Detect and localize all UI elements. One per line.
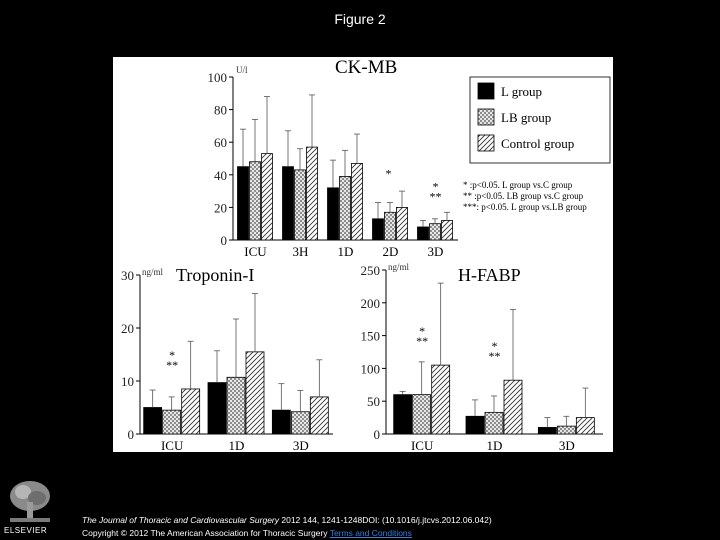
y-tick-label: 200 xyxy=(360,295,380,311)
bar xyxy=(432,365,450,434)
legend-label: Control group xyxy=(501,136,575,151)
figure-title: Figure 2 xyxy=(334,11,386,27)
unit-label: U/l xyxy=(236,65,248,75)
bar xyxy=(394,395,412,434)
y-tick-label: 40 xyxy=(214,167,227,183)
y-tick-label: 100 xyxy=(360,361,380,377)
bar xyxy=(397,207,408,240)
copyright: Copyright © 2012 The American Association for Thoracic Surgery xyxy=(82,528,330,538)
significance-mark: * xyxy=(432,179,439,194)
bar xyxy=(538,427,556,434)
x-tick-label: 1D xyxy=(337,244,354,259)
copyright-line xyxy=(82,527,492,540)
significance-mark: * xyxy=(169,347,176,362)
y-tick-label: 0 xyxy=(373,427,380,442)
bar xyxy=(307,147,318,240)
bar xyxy=(442,220,453,240)
bar xyxy=(340,176,351,240)
y-tick-label: 150 xyxy=(360,328,380,344)
bar xyxy=(385,212,396,240)
journal-name: The Journal of Thoracic and Cardiovascular Surgery xyxy=(82,515,280,525)
x-tick-label: ICU xyxy=(410,438,434,452)
chart-troponin-i xyxy=(121,265,333,452)
x-tick-label: 3D xyxy=(558,438,575,452)
x-tick-label: 2D xyxy=(382,244,399,259)
y-tick-label: 10 xyxy=(121,374,134,389)
significance-mark: * xyxy=(491,339,498,354)
bar xyxy=(163,410,181,434)
chart-title: Troponin-I xyxy=(176,265,255,285)
legend-note: * :p<0.05. L group vs.C group xyxy=(463,180,573,190)
bar xyxy=(418,227,429,240)
legend-note: ***: p<0.05. L group vs.LB group xyxy=(463,202,587,212)
x-tick-label: 1D xyxy=(486,438,503,452)
bar xyxy=(283,167,294,240)
elsevier-logo-text: ELSEVIER xyxy=(4,526,48,535)
y-tick-label: 0 xyxy=(127,427,134,442)
significance-mark: * xyxy=(385,166,392,181)
bar xyxy=(485,412,503,434)
bar xyxy=(272,410,290,434)
bar xyxy=(291,412,309,434)
bar xyxy=(352,163,363,240)
footer xyxy=(82,514,492,540)
bar xyxy=(182,389,200,434)
bar xyxy=(295,170,306,240)
bar xyxy=(238,167,249,240)
x-tick-label: ICU xyxy=(160,438,184,452)
y-tick-label: 80 xyxy=(214,102,227,118)
unit-label: ng/ml xyxy=(388,262,410,272)
charts-svg xyxy=(113,57,613,452)
y-tick-label: 20 xyxy=(121,321,134,336)
unit-label: ng/ml xyxy=(142,267,164,277)
legend-label: LB group xyxy=(501,110,552,125)
chart-h-fabp xyxy=(361,262,604,452)
significance-mark: ** xyxy=(166,357,179,372)
legend-label: L group xyxy=(501,84,543,99)
legend-swatch xyxy=(478,109,494,125)
bar xyxy=(413,395,431,434)
bar xyxy=(430,224,441,240)
y-tick-label: 100 xyxy=(207,70,227,85)
chart-ck-mb xyxy=(208,57,459,259)
legend-note: ** :p<0.05. LB group vs.C group xyxy=(463,191,584,201)
citation-line xyxy=(82,514,492,527)
citation: 2012 144, 1241-1248DOI: (10.1016/j.jtcvs.2012.06.042) xyxy=(279,515,492,525)
legend-swatch xyxy=(478,135,494,151)
bar xyxy=(504,380,522,434)
bar xyxy=(576,418,594,434)
bar xyxy=(227,377,245,434)
chart-title: CK-MB xyxy=(335,57,398,78)
bar xyxy=(466,416,484,434)
significance-mark: ** xyxy=(429,189,442,204)
x-tick-label: 3D xyxy=(292,438,309,452)
y-tick-label: 50 xyxy=(367,394,380,410)
y-tick-label: 20 xyxy=(214,200,227,216)
y-tick-label: 60 xyxy=(214,135,227,151)
y-tick-label: 0 xyxy=(220,233,227,248)
bar xyxy=(310,397,328,434)
bar xyxy=(328,188,339,240)
chart-title: H-FABP xyxy=(458,265,521,285)
legend xyxy=(463,77,610,212)
bar xyxy=(373,219,384,240)
bar xyxy=(262,154,273,240)
x-tick-label: 3H xyxy=(292,244,309,259)
significance-mark: ** xyxy=(416,334,429,349)
y-tick-label: 30 xyxy=(121,268,134,283)
bar xyxy=(246,352,264,434)
x-tick-label: ICU xyxy=(244,244,267,259)
bar xyxy=(557,426,575,434)
y-tick-label: 250 xyxy=(360,263,380,278)
figure-panel xyxy=(113,57,613,452)
terms-link[interactable]: Terms and Conditions xyxy=(329,528,412,538)
x-tick-label: 1D xyxy=(228,438,245,452)
x-tick-label: 3D xyxy=(427,244,444,259)
bar xyxy=(208,383,226,434)
bar xyxy=(144,408,162,435)
bar xyxy=(250,162,261,240)
legend-swatch xyxy=(478,83,494,99)
significance-mark: * xyxy=(419,324,426,339)
significance-mark: ** xyxy=(488,349,501,364)
